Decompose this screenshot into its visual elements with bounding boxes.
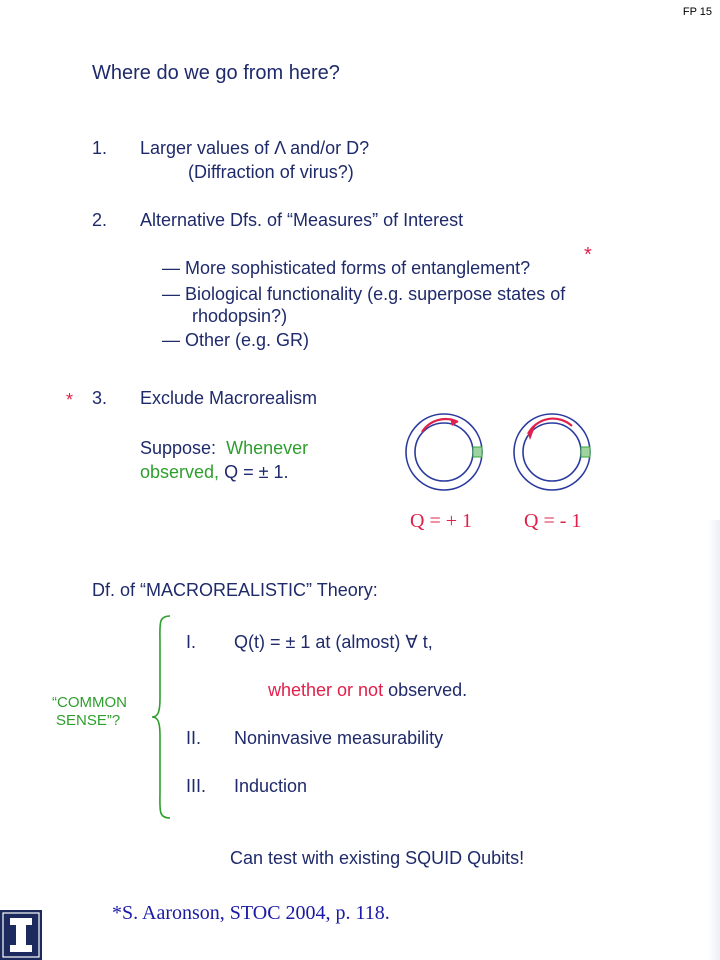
suppose-whenever: Whenever	[226, 438, 309, 458]
common-sense-line-2: SENSE”?	[56, 712, 121, 729]
item-1-number: 1.	[92, 138, 108, 158]
junction-left	[473, 447, 482, 457]
point-2-roman: II.	[186, 728, 202, 748]
ring-left-label: Q = + 1	[410, 510, 473, 532]
item-2-bullet-2-cont: rhodopsin?)	[192, 306, 288, 326]
ring-right	[514, 414, 590, 490]
scan-edge-shade	[708, 520, 720, 960]
suppose-q-values: Q = ± 1.	[219, 462, 289, 482]
point-3-roman: III.	[186, 776, 207, 796]
point-2-text: Noninvasive measurability	[234, 728, 444, 748]
junction-right	[581, 447, 590, 457]
ring-left	[406, 414, 482, 490]
point-1-text: Q(t) = ± 1 at (almost) ∀ t,	[234, 632, 433, 652]
item-2-asterisk: *	[584, 244, 592, 266]
item-1-text: Larger values of Λ and/or D?	[140, 138, 370, 158]
whether-line	[268, 680, 467, 701]
item-2-number: 2.	[92, 210, 108, 230]
item-2-bullet-3: — Other (e.g. GR)	[162, 330, 310, 350]
squid-rings-diagram	[400, 408, 610, 508]
item-1-sub: (Diffraction of virus?)	[188, 162, 354, 182]
university-block-i-logo	[0, 910, 42, 960]
suppose-observed: observed,	[140, 462, 220, 482]
item-2-text: Alternative Dfs. of “Measures” of Interest	[140, 210, 464, 230]
whether-observed: observed.	[383, 680, 468, 700]
curly-brace	[150, 614, 172, 820]
suppose-line-1	[140, 438, 308, 459]
item-3-number: 3.	[92, 388, 108, 408]
item-2-bullet-1: — More sophisticated forms of entanglement?	[162, 258, 531, 278]
item-2-bullet-2: — Biological functionality (e.g. superpose states of	[162, 284, 566, 304]
point-1-roman: I.	[186, 632, 197, 652]
point-3-text: Induction	[234, 776, 308, 796]
footer-reference: *S. Aaronson, STOC 2004, p. 118.	[112, 902, 390, 924]
definition-heading: Df. of “MACROREALISTIC” Theory:	[92, 580, 378, 600]
page-number: FP 15	[682, 6, 712, 18]
slide-title: Where do we go from here?	[92, 62, 340, 84]
common-sense-line-1: “COMMON	[52, 694, 127, 711]
whether-or-not: whether or not	[268, 680, 384, 700]
item-3-text: Exclude Macrorealism	[140, 388, 318, 408]
ring-right-label: Q = - 1	[524, 510, 582, 532]
suppose-line-2	[140, 462, 288, 483]
item-3-marker: *	[66, 390, 74, 410]
suppose-label: Suppose:	[140, 438, 217, 458]
test-line: Can test with existing SQUID Qubits!	[230, 848, 525, 868]
